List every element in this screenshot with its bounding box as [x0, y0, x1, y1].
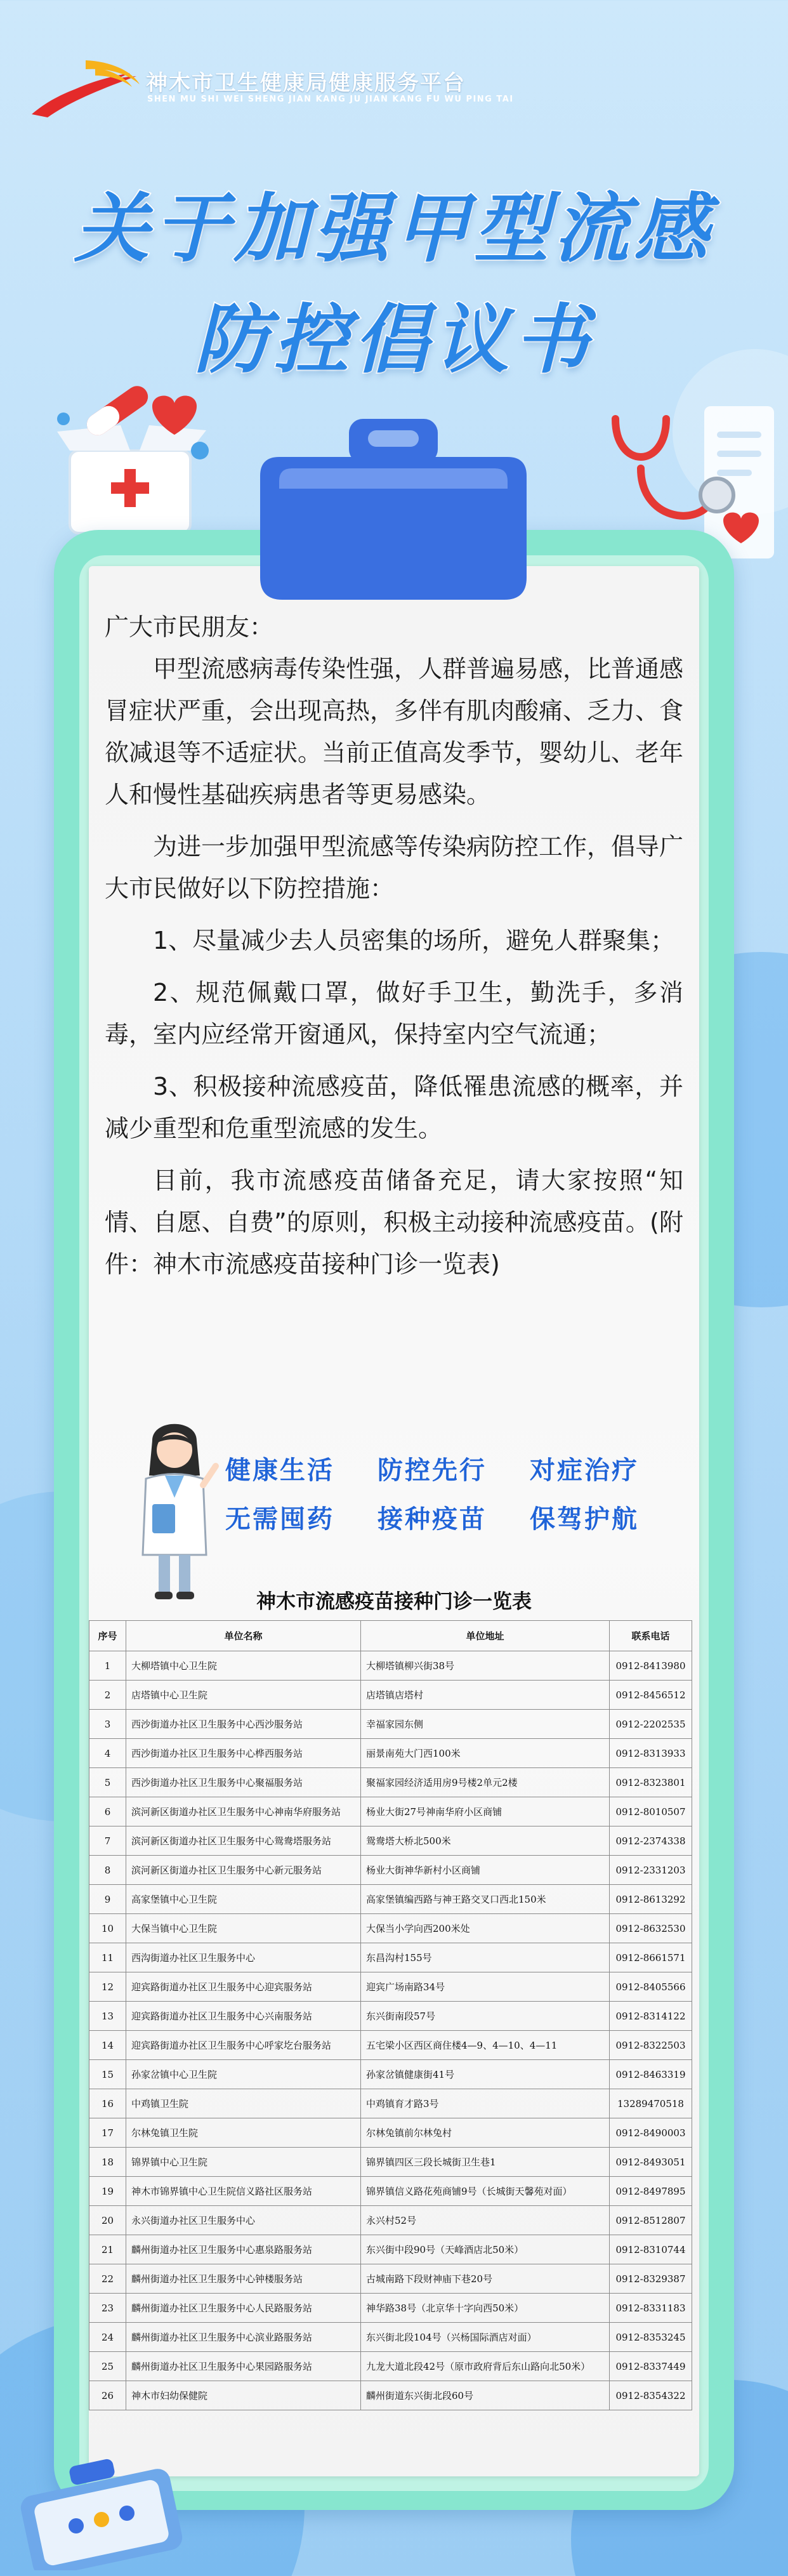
- letter-measure-2: 2、规范佩戴口罩，做好手卫生，勤洗手，多消毒，室内应经常开窗通风，保持室内空气流通；: [105, 979, 683, 1048]
- cell-clinic-name: 滨河新区街道办社区卫生服务中心新元服务站: [126, 1856, 361, 1885]
- table-row: [89, 2323, 692, 2352]
- table-row: [89, 2002, 692, 2031]
- cell-address: 杨业大街神华新村小区商铺: [361, 1856, 610, 1885]
- cell-address: 大柳塔镇柳兴街38号: [361, 1651, 610, 1681]
- cell-number: 9: [89, 1885, 126, 1914]
- cell-number: 15: [89, 2060, 126, 2089]
- cell-number: 7: [89, 1826, 126, 1856]
- cell-number: 11: [89, 1943, 126, 1972]
- cell-phone: 0912-8413980: [610, 1651, 692, 1681]
- cell-number: 14: [89, 2031, 126, 2060]
- table-row: [89, 2177, 692, 2206]
- cell-clinic-name: 西沙街道办社区卫生服务中心西沙服务站: [126, 1710, 361, 1739]
- cell-clinic-name: 麟州街道办社区卫生服务中心惠泉路服务站: [126, 2235, 361, 2264]
- slogan: 接种疫苗: [378, 1505, 487, 1534]
- clinic-table: [89, 1620, 692, 2410]
- cell-number: 20: [89, 2206, 126, 2235]
- letter-salutation: 广大市民朋友：: [105, 613, 274, 641]
- slogan: 健康生活: [225, 1456, 334, 1485]
- cell-clinic-name: 孙家岔镇中心卫生院: [126, 2060, 361, 2089]
- medicine-kit-icon: [13, 2450, 203, 2570]
- cell-clinic-name: 麟州街道办社区卫生服务中心滨业路服务站: [126, 2323, 361, 2352]
- clinic-table-wrapper: [89, 1620, 692, 2410]
- cell-number: 23: [89, 2294, 126, 2323]
- cell-address: 锦界镇四区三段长城街卫生巷1: [361, 2148, 610, 2177]
- cell-address: 杨业大街27号神南华府小区商铺: [361, 1797, 610, 1826]
- cell-clinic-name: 滨河新区街道办社区卫生服务中心神南华府服务站: [126, 1797, 361, 1826]
- cell-phone: 0912-8010507: [610, 1797, 692, 1826]
- cell-address: 聚福家园经济适用房9号楼2单元2楼: [361, 1768, 610, 1797]
- cell-address: 大保当小学向西200米处: [361, 1914, 610, 1943]
- brand-logo: [25, 54, 146, 124]
- cell-clinic-name: 永兴街道办社区卫生服务中心: [126, 2206, 361, 2235]
- letter-paragraph: 甲型流感病毒传染性强，人群普遍易感，比普通感冒症状严重，会出现高热，多伴有肌肉酸痛、乏力、食欲减退等不适症状。当前正值高发季节，婴幼儿、老年人和慢性基础疾病患者等更易感染。: [105, 655, 684, 809]
- table-row: [89, 2264, 692, 2294]
- table-row: [89, 1768, 692, 1797]
- cell-number: 6: [89, 1797, 126, 1826]
- slogan: 保驾护航: [530, 1505, 639, 1534]
- cell-phone: 0912-8314122: [610, 2002, 692, 2031]
- cell-number: 13: [89, 2002, 126, 2031]
- cell-address: 尔林兔镇前尔林兔村: [361, 2118, 610, 2148]
- cell-phone: 0912-2374338: [610, 1826, 692, 1856]
- table-row: [89, 1651, 692, 1681]
- cell-clinic-name: 麟州街道办社区卫生服务中心钟楼服务站: [126, 2264, 361, 2294]
- cell-number: 4: [89, 1739, 126, 1768]
- header: [25, 54, 514, 124]
- cell-address: 东兴街南段57号: [361, 2002, 610, 2031]
- table-row: [89, 2089, 692, 2118]
- cell-phone: 0912-8331183: [610, 2294, 692, 2323]
- cell-number: 12: [89, 1972, 126, 2002]
- cell-number: 25: [89, 2352, 126, 2381]
- brand-name: 神木市卫生健康局健康服务平台: [146, 70, 466, 96]
- cell-address: 古城南路下段财神庙下巷20号: [361, 2264, 610, 2294]
- cell-clinic-name: 神木市锦界镇中心卫生院信义路社区服务站: [126, 2177, 361, 2206]
- cell-clinic-name: 大柳塔镇中心卫生院: [126, 1651, 361, 1681]
- table-row: [89, 2148, 692, 2177]
- cell-phone: 0912-8456512: [610, 1681, 692, 1710]
- cell-phone: 13289470518: [610, 2089, 692, 2118]
- cell-address: 永兴村52号: [361, 2206, 610, 2235]
- page-title-line-2: 防控倡议书: [194, 296, 594, 383]
- cell-address: 麟州街道东兴街北段60号: [361, 2381, 610, 2410]
- table-row: [89, 2294, 692, 2323]
- table-title: 神木市流感疫苗接种门诊一览表: [256, 1590, 532, 1613]
- cell-phone: 0912-8310744: [610, 2235, 692, 2264]
- table-header-row: [89, 1621, 692, 1651]
- cell-clinic-name: 麟州街道办社区卫生服务中心果园路服务站: [126, 2352, 361, 2381]
- table-row: [89, 2060, 692, 2089]
- cell-phone: 0912-2331203: [610, 1856, 692, 1885]
- cell-clinic-name: 西沟街道办社区卫生服务中心: [126, 1943, 361, 1972]
- letter-measure-3: 3、积极接种流感疫苗，降低罹患流感的概率，并减少重型和危重型流感的发生。: [105, 1073, 683, 1142]
- letter-paragraph: 为进一步加强甲型流感等传染病防控工作，倡导广大市民做好以下防控措施：: [105, 833, 684, 902]
- cell-clinic-name: 店塔镇中心卫生院: [126, 1681, 361, 1710]
- cell-address: 锦界镇信义路花苑商铺9号（长城街天馨苑对面）: [361, 2177, 610, 2206]
- table-row: [89, 1826, 692, 1856]
- cell-phone: 0912-2202535: [610, 1710, 692, 1739]
- table-row: [89, 1914, 692, 1943]
- cell-number: 17: [89, 2118, 126, 2148]
- cell-clinic-name: 大保当镇中心卫生院: [126, 1914, 361, 1943]
- cell-number: 5: [89, 1768, 126, 1797]
- cell-phone: 0912-8354322: [610, 2381, 692, 2410]
- clipboard-clip-icon: [241, 419, 546, 609]
- cell-phone: 0912-8322503: [610, 2031, 692, 2060]
- table-row: [89, 1972, 692, 2002]
- letter-body: [105, 606, 683, 1295]
- table-row: [89, 2031, 692, 2060]
- cell-number: 21: [89, 2235, 126, 2264]
- column-header-number: 序号: [89, 1621, 126, 1651]
- column-header-address: 单位地址: [361, 1621, 610, 1651]
- cell-phone: 0912-8512807: [610, 2206, 692, 2235]
- table-row: [89, 2352, 692, 2381]
- brand-name-pinyin: SHEN MU SHI WEI SHENG JIAN KANG JU JIAN KANG FU WU PING TAI: [147, 95, 514, 104]
- cell-number: 10: [89, 1914, 126, 1943]
- cell-phone: 0912-8490003: [610, 2118, 692, 2148]
- cell-number: 18: [89, 2148, 126, 2177]
- doctor-illustration-icon: [127, 1415, 222, 1606]
- cell-number: 19: [89, 2177, 126, 2206]
- cell-address: 丽景南苑大门西100米: [361, 1739, 610, 1768]
- cell-clinic-name: 迎宾路街道办社区卫生服务中心呼家圪台服务站: [126, 2031, 361, 2060]
- cell-clinic-name: 迎宾路街道办社区卫生服务中心兴南服务站: [126, 2002, 361, 2031]
- slogan: 对症治疗: [530, 1456, 639, 1485]
- table-row: [89, 2381, 692, 2410]
- cell-phone: 0912-8632530: [610, 1914, 692, 1943]
- cell-address: 东昌沟村155号: [361, 1943, 610, 1972]
- table-row: [89, 1943, 692, 1972]
- table-row: [89, 2118, 692, 2148]
- cell-clinic-name: 高家堡镇中心卫生院: [126, 1885, 361, 1914]
- cell-address: 东兴街北段104号（兴杨国际酒店对面）: [361, 2323, 610, 2352]
- column-header-phone: 联系电话: [610, 1621, 692, 1651]
- cell-number: 24: [89, 2323, 126, 2352]
- cell-clinic-name: 麟州街道办社区卫生服务中心人民路服务站: [126, 2294, 361, 2323]
- column-header-name: 单位名称: [126, 1621, 361, 1651]
- cell-address: 幸福家园东侧: [361, 1710, 610, 1739]
- cell-number: 3: [89, 1710, 126, 1739]
- cell-address: 孙家岔镇健康街41号: [361, 2060, 610, 2089]
- cell-clinic-name: 神木市妇幼保健院: [126, 2381, 361, 2410]
- table-row: [89, 1710, 692, 1739]
- table-row: [89, 2235, 692, 2264]
- cell-address: 五宅梁小区西区商住楼4—9、4—10、4—11: [361, 2031, 610, 2060]
- cell-address: 九龙大道北段42号（原市政府背后东山路向北50米）: [361, 2352, 610, 2381]
- cell-address: 高家堡镇编西路与神王路交叉口西北150米: [361, 1885, 610, 1914]
- cell-phone: 0912-8353245: [610, 2323, 692, 2352]
- cell-phone: 0912-8613292: [610, 1885, 692, 1914]
- cell-phone: 0912-8497895: [610, 2177, 692, 2206]
- cell-address: 东兴街中段90号（天峰酒店北50米）: [361, 2235, 610, 2264]
- cell-address: 神华路38号（北京华十字向西50米）: [361, 2294, 610, 2323]
- cell-phone: 0912-8329387: [610, 2264, 692, 2294]
- table-row: [89, 1739, 692, 1768]
- letter-paragraph: 目前，我市流感疫苗储备充足，请大家按照“知情、自愿、自费”的原则，积极主动接种流感疫苗。(附件：神木市流感疫苗接种门诊一览表): [105, 1166, 683, 1278]
- cell-clinic-name: 迎宾路街道办社区卫生服务中心迎宾服务站: [126, 1972, 361, 2002]
- cell-number: 22: [89, 2264, 126, 2294]
- table-row: [89, 1681, 692, 1710]
- cell-number: 8: [89, 1856, 126, 1885]
- cell-number: 16: [89, 2089, 126, 2118]
- table-row: [89, 1885, 692, 1914]
- cell-clinic-name: 中鸡镇卫生院: [126, 2089, 361, 2118]
- cell-clinic-name: 尔林兔镇卫生院: [126, 2118, 361, 2148]
- table-body: [89, 1651, 692, 2410]
- letter-measure-1: 1、尽量减少去人员密集的场所，避免人群聚集；: [153, 927, 675, 954]
- slogan-grid: [225, 1450, 682, 1535]
- medicine-box-icon: [44, 381, 222, 539]
- cell-phone: 0912-8405566: [610, 1972, 692, 2002]
- cell-phone: 0912-8463319: [610, 2060, 692, 2089]
- cell-clinic-name: 锦界镇中心卫生院: [126, 2148, 361, 2177]
- cell-clinic-name: 西沙街道办社区卫生服务中心桦西服务站: [126, 1739, 361, 1768]
- table-row: [89, 2206, 692, 2235]
- cell-address: 鸳鸯塔大桥北500米: [361, 1826, 610, 1856]
- cell-phone: 0912-8493051: [610, 2148, 692, 2177]
- cell-number: 1: [89, 1651, 126, 1681]
- slogan: 防控先行: [378, 1456, 487, 1485]
- cell-number: 26: [89, 2381, 126, 2410]
- cell-address: 中鸡镇育才路3号: [361, 2089, 610, 2118]
- table-row: [89, 1797, 692, 1826]
- cell-phone: 0912-8313933: [610, 1739, 692, 1768]
- table-row: [89, 1856, 692, 1885]
- cell-phone: 0912-8661571: [610, 1943, 692, 1972]
- cell-number: 2: [89, 1681, 126, 1710]
- cell-clinic-name: 西沙街道办社区卫生服务中心聚福服务站: [126, 1768, 361, 1797]
- cell-phone: 0912-8337449: [610, 2352, 692, 2381]
- page-title-line-1: 关于加强甲型流感: [74, 185, 714, 272]
- slogan: 无需囤药: [225, 1505, 334, 1534]
- cell-clinic-name: 滨河新区街道办社区卫生服务中心鸳鸯塔服务站: [126, 1826, 361, 1856]
- cell-address: 店塔镇店塔村: [361, 1681, 610, 1710]
- cell-phone: 0912-8323801: [610, 1768, 692, 1797]
- cell-address: 迎宾广场南路34号: [361, 1972, 610, 2002]
